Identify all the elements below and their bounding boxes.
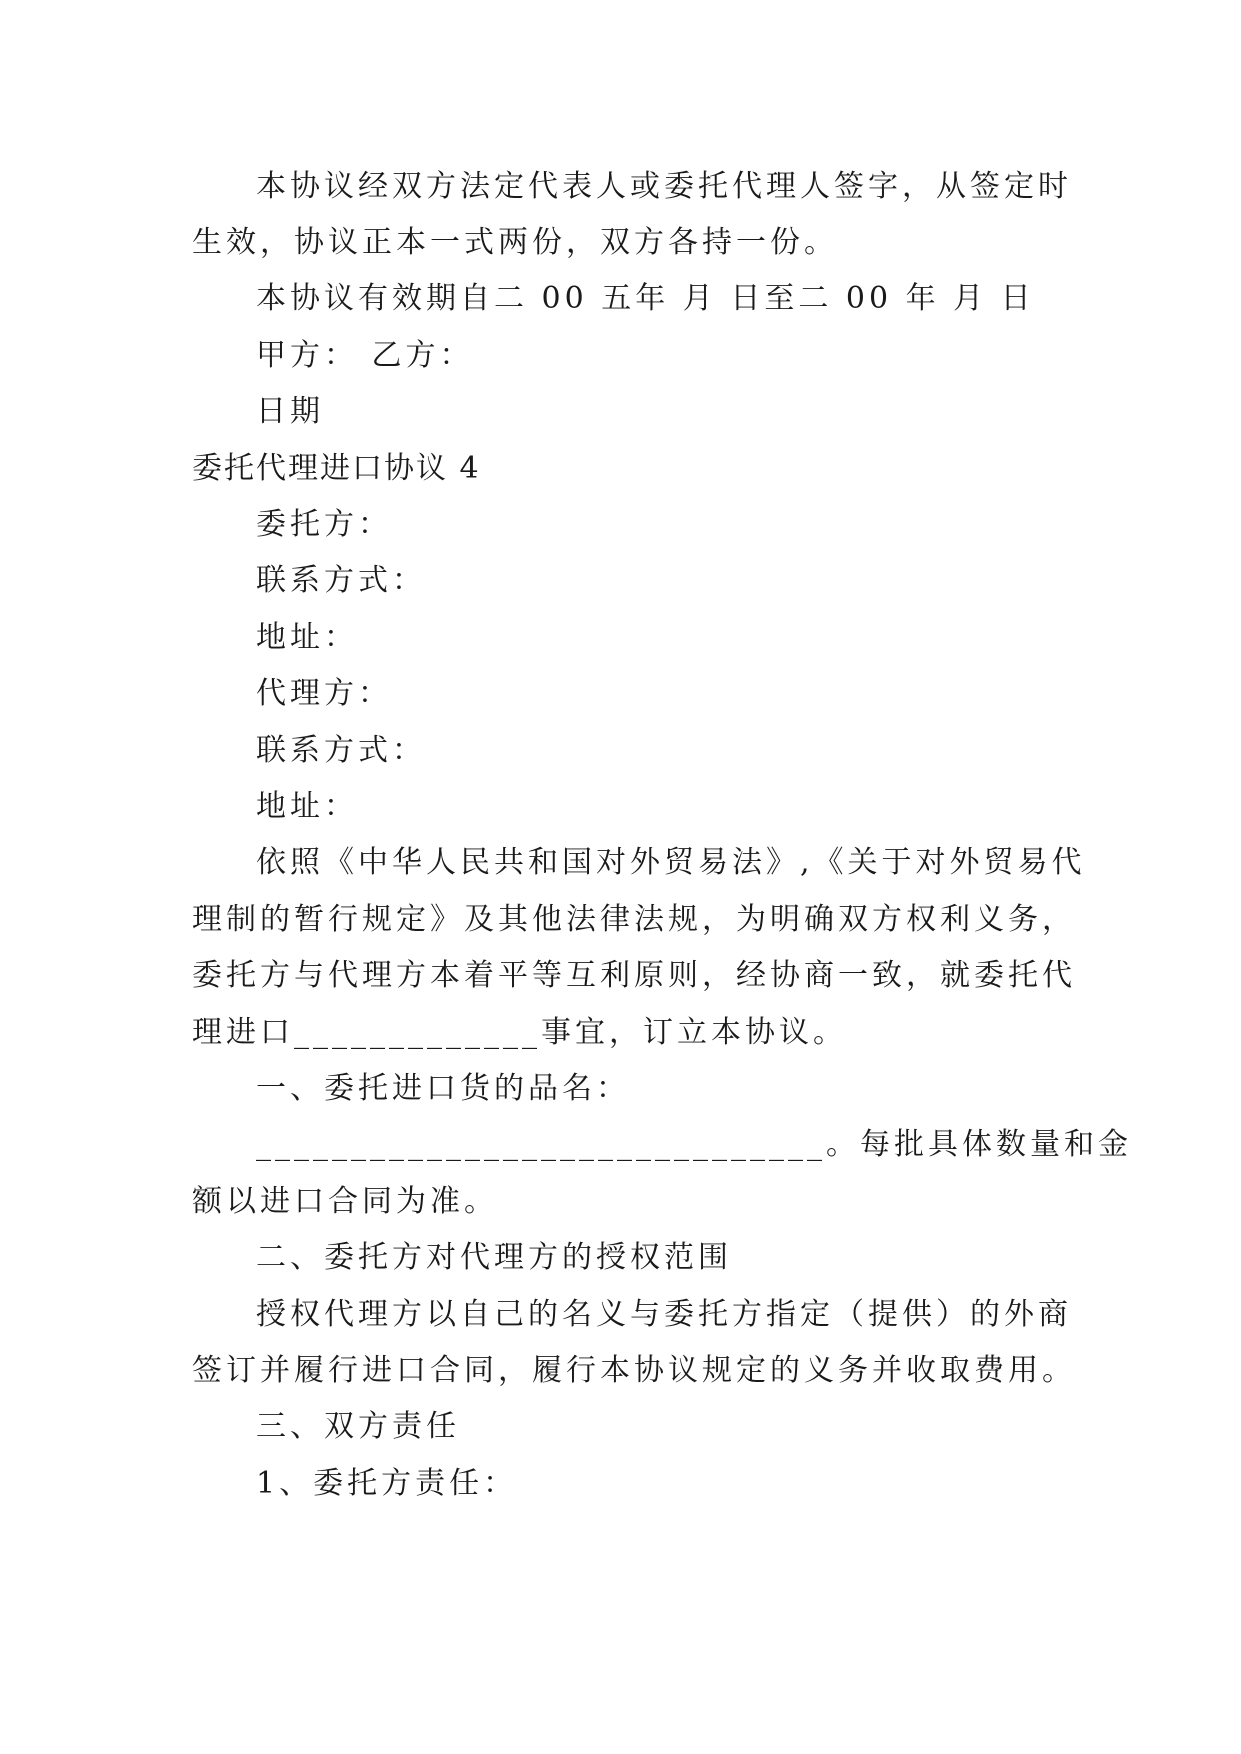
text-line: 依照《中华人民共和国对外贸易法》,《关于对外贸易代 [256, 845, 1086, 880]
text-line: 理进口_____________事宜，订立本协议。 [192, 1015, 847, 1050]
text-line: 本协议经双方法定代表人或委托代理人签字，从签定时 [256, 169, 1072, 204]
section-title: 委托代理进口协议 4 [192, 451, 481, 486]
party-field: 联系方式： [256, 733, 426, 768]
text-line: ______________________________。每批具体数量和金 [256, 1127, 1132, 1162]
text-line: 委托方与代理方本着平等互利原则，经协商一致，就委托代 [192, 958, 1076, 993]
party-field: 委托方： [256, 507, 392, 542]
text-line: 额以进口合同为准。 [192, 1184, 498, 1219]
text-line: 授权代理方以自己的名义与委托方指定（提供）的外商 [256, 1297, 1072, 1332]
party-field: 地址： [256, 620, 358, 655]
clause-heading: 三、双方责任 [256, 1409, 460, 1444]
text-line: 生效，协议正本一式两份，双方各持一份。 [192, 225, 838, 260]
clause-heading: 一、委托进口货的品名： [256, 1071, 630, 1106]
text-line: 签订并履行进口合同，履行本协议规定的义务并收取费用。 [192, 1353, 1076, 1388]
text-line: 理制的暂行规定》及其他法律法规，为明确双方权利义务， [192, 902, 1076, 937]
clause-heading: 1、委托方责任： [256, 1466, 518, 1501]
date-line: 日期 [256, 394, 324, 429]
text-line: 本协议有效期自二 00 五年 月 日至二 00 年 月 日 [256, 281, 1035, 316]
party-field: 联系方式： [256, 563, 426, 598]
party-field: 代理方： [256, 676, 392, 711]
clause-heading: 二、委托方对代理方的授权范围 [256, 1240, 732, 1275]
signature-line: 甲方： 乙方： [256, 338, 474, 373]
party-field: 地址： [256, 789, 358, 824]
